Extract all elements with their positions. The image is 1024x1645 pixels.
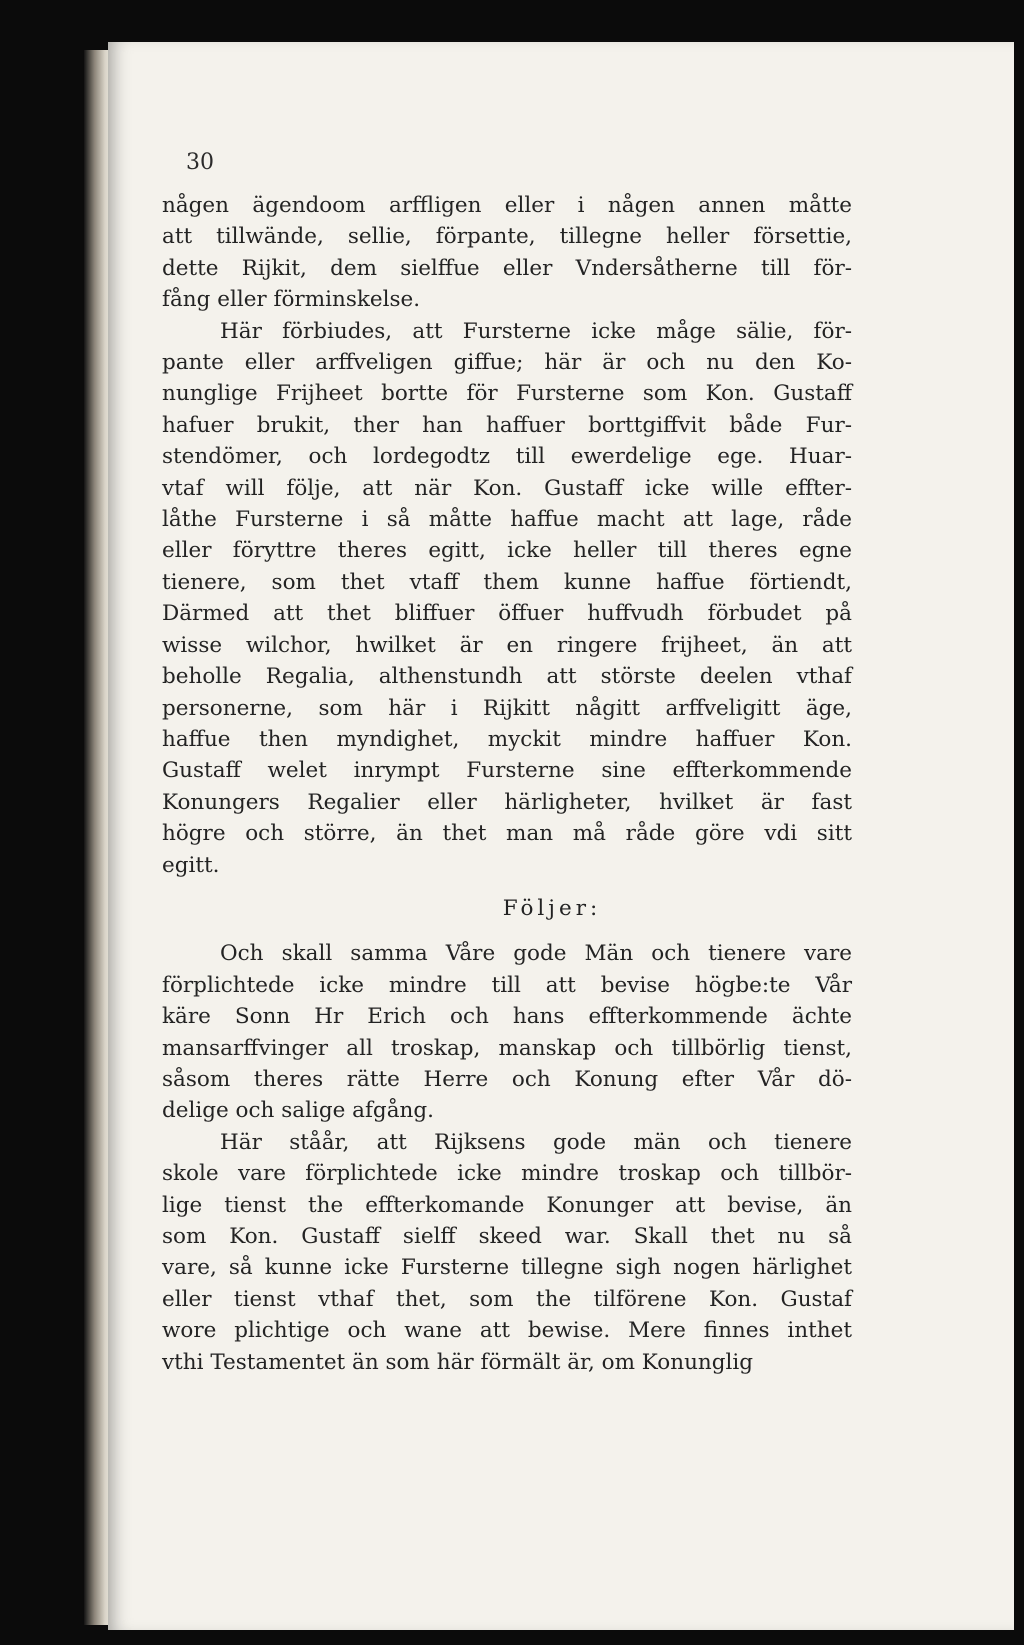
text-line: Konungers Regalier eller härligheter, hvilket är fast [162, 789, 852, 815]
text-line: dette Rijkit, dem sielffue eller Vndersåtherne till för- [162, 255, 852, 281]
text-line: eller föryttre theres egitt, icke heller till theres egne [162, 538, 852, 564]
paragraph-section-1 [162, 190, 852, 881]
text-line: skole vare förplichtede icke mindre troskap och tillbör- [162, 1161, 852, 1187]
text-line: Här förbiudes, att Fursterne icke måge sälie, för- [220, 318, 852, 344]
text-line: eller tienst vthaf thet, som the tilförene Kon. Gustaf [162, 1286, 852, 1312]
text-line: fång eller förminskelse. [162, 287, 421, 313]
text-line: låthe Fursterne i så måtte haffue macht att lage, råde [162, 507, 852, 533]
text-line: nunglige Frijheet bortte för Fursterne som Kon. Gustaff [162, 381, 852, 407]
text-line: delige och salige afgång. [162, 1098, 434, 1124]
text-line: Gustaff welet inrympt Fursterne sine effterkommende [162, 758, 852, 784]
text-line: wisse wilchor, hwilket är en ringere frijheet, än att [162, 632, 852, 658]
paragraph-section-2 [162, 938, 852, 1378]
text-line: att tillwände, sellie, förpante, tillegne heller försettie, [162, 224, 852, 250]
text-line: mansarffvinger all troskap, manskap och tillbörlig tienst, [162, 1035, 852, 1061]
body-text [162, 190, 852, 1378]
text-line: egitt. [162, 852, 220, 878]
text-line: personerne, som här i Rijkitt någitt arffveligitt äge, [162, 695, 852, 721]
text-line: Därmed att thet bliffuer öffuer huffvudh förbudet på [162, 601, 852, 627]
text-line: käre Sonn Hr Erich och hans effterkommende ächte [162, 1004, 852, 1030]
text-line: någen ägendoom arffligen eller i någen annen måtte [162, 193, 852, 218]
text-line: lige tienst the effterkomande Konunger att bevise, än [162, 1192, 852, 1218]
text-line: Här ståår, att Rijksens gode män och tienere [220, 1129, 852, 1155]
text-line: wore plichtige och wane att bewise. Mere finnes inthet [162, 1318, 852, 1344]
text-line: tienere, som thet vtaff them kunne haffue förtiendt, [162, 569, 852, 595]
text-line: såsom theres rätte Herre och Konung efter Vår dö- [162, 1066, 852, 1092]
text-line: stendömer, och lordegodtz till ewerdelige ege. Huar- [162, 444, 852, 470]
text-line: förplichtede icke mindre till att bevise högbe:te Vår [162, 972, 852, 998]
text-line: beholle Regalia, althenstundh att störste deelen vthaf [162, 664, 852, 690]
text-line: högre och större, än thet man må råde göre vdi sitt [162, 821, 852, 847]
text-line: som Kon. Gustaff sielff skeed war. Skall thet nu så [162, 1224, 852, 1249]
text-line: vtaf will följe, att när Kon. Gustaff icke wille effter- [162, 475, 852, 501]
text-line: hafuer brukit, ther han haffuer borttgiffvit både Fur- [162, 412, 852, 438]
page-number: 30 [186, 150, 214, 175]
text-line: vthi Testamentet än som här förmält är, om Konunglig [162, 1349, 754, 1375]
text-line: haffue then myndighet, myckit mindre haffuer Kon. [162, 726, 852, 752]
text-line: Och skall samma Våre gode Män och tienere vare [220, 941, 852, 967]
text-line: vare, så kunne icke Fursterne tillegne sigh nogen härlighet [162, 1255, 852, 1281]
text-line: pante eller arffveligen giffue; här är och nu den Ko- [162, 350, 852, 376]
section-heading: Följer: [502, 895, 602, 921]
